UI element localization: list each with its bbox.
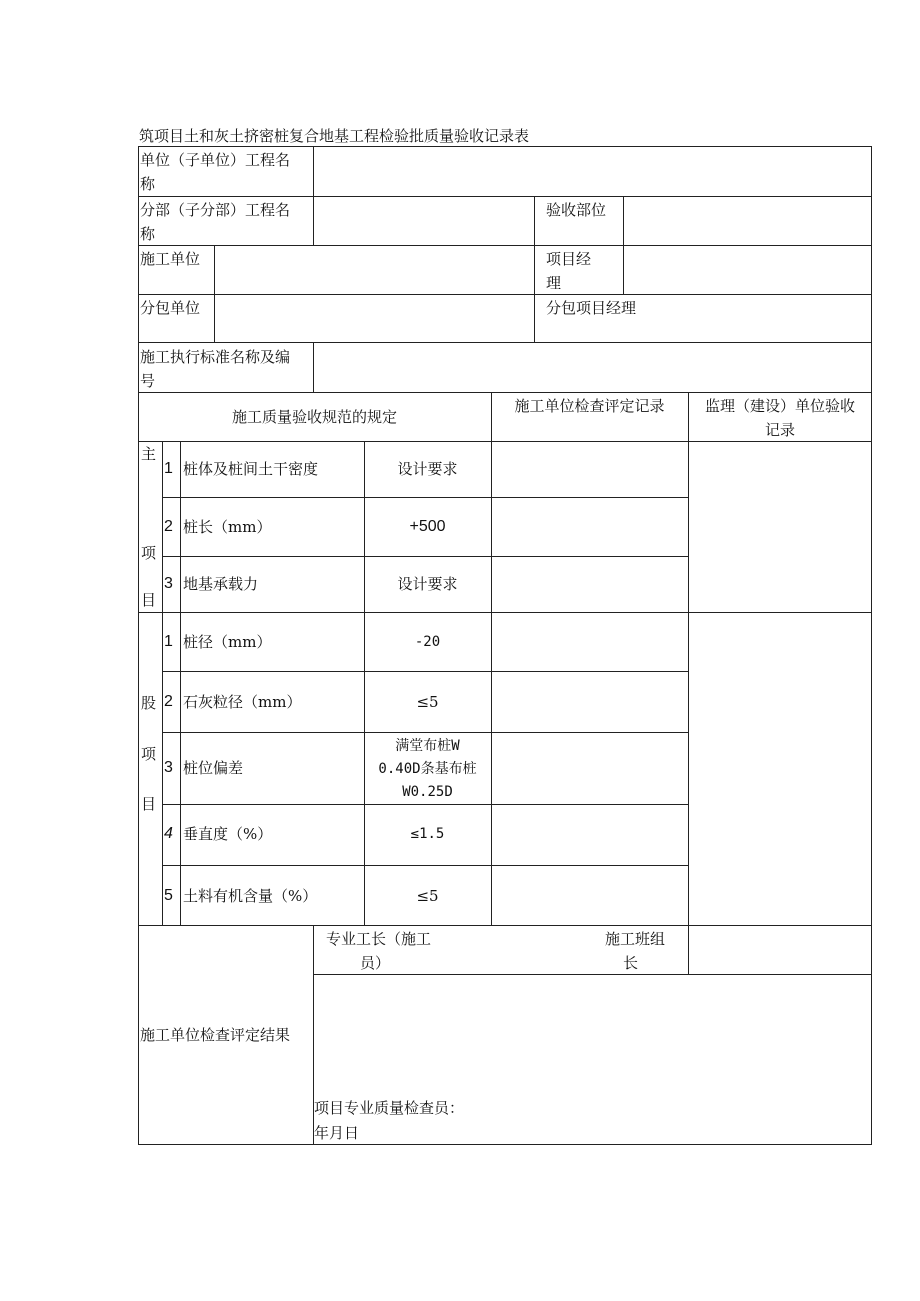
project-name-label-cont: 称 xyxy=(140,175,156,193)
project-name-label: 单位（子单位）工程名 xyxy=(140,151,291,169)
general-group-char-2: 项 xyxy=(141,745,157,763)
contractor-label: 施工单位 xyxy=(140,250,201,268)
general-row-3-req-line-3: W0.25D xyxy=(402,784,453,800)
team-leader-label: 施工班组 xyxy=(605,930,666,948)
general-row-4-item: 垂直度（%） xyxy=(183,825,273,843)
main-row-3-no: 3 xyxy=(164,575,173,592)
general-row-2-req: ≤5 xyxy=(416,693,439,711)
foreman-label: 专业工长（施工 xyxy=(326,930,432,948)
general-group-char-3: 目 xyxy=(141,795,157,813)
general-row-3-req-line-2: 0.40D条基布桩 xyxy=(378,761,477,777)
spec-column-header: 施工质量验收规范的规定 xyxy=(231,408,397,426)
inspector-label: 项目专业质量检查员： xyxy=(314,1099,465,1117)
main-row-2-item: 桩长（mm） xyxy=(183,518,272,536)
general-row-5-no: 5 xyxy=(164,887,173,904)
main-row-2-req: +500 xyxy=(409,518,446,535)
sub-pm-label: 分包项目经理 xyxy=(546,299,637,317)
general-row-3-no: 3 xyxy=(164,759,173,776)
date-label: 年月日 xyxy=(314,1124,360,1142)
general-row-1-req: -20 xyxy=(414,634,441,650)
acceptance-part-label: 验收部位 xyxy=(546,201,607,219)
sub-project-label-cont: 称 xyxy=(140,225,156,243)
general-row-3-req-line-1: 满堂布桩W xyxy=(395,738,460,754)
main-row-3-item: 地基承载力 xyxy=(183,575,259,593)
general-group-char-1: 股 xyxy=(141,694,157,712)
main-row-1-req: 设计要求 xyxy=(397,460,458,478)
supervisor-record-header: 监理（建设）单位验收 xyxy=(704,397,855,415)
general-row-2-item: 石灰粒径（mm） xyxy=(183,693,302,711)
main-group-char-3: 目 xyxy=(141,591,157,609)
standard-label: 施工执行标准名称及编 xyxy=(140,348,291,366)
foreman-label-cont: 员） xyxy=(360,954,391,972)
supervisor-record-header-cont: 记录 xyxy=(764,421,795,439)
general-row-4-req: ≤1.5 xyxy=(410,826,445,842)
general-row-2-no: 2 xyxy=(164,693,173,710)
main-group-char-1: 主 xyxy=(141,445,157,463)
inspection-record-table xyxy=(138,146,872,1144)
team-leader-label-cont: 长 xyxy=(623,954,639,972)
general-row-5-req: ≤5 xyxy=(416,887,439,905)
form-title: 筑项目土和灰土挤密桩复合地基工程检验批质量验收记录表 xyxy=(139,127,530,145)
general-row-1-item: 桩径（mm） xyxy=(183,633,272,651)
main-row-3-req: 设计要求 xyxy=(397,575,458,593)
project-manager-label: 项目经 xyxy=(546,250,592,268)
subcontractor-label: 分包单位 xyxy=(140,299,201,317)
sub-project-label: 分部（子分部）工程名 xyxy=(140,201,291,219)
standard-label-cont: 号 xyxy=(140,372,156,390)
result-label: 施工单位检查评定结果 xyxy=(140,1026,291,1044)
main-row-1-item: 桩体及桩间土干密度 xyxy=(183,460,319,478)
main-row-2-no: 2 xyxy=(164,518,173,535)
contractor-record-header: 施工单位检查评定记录 xyxy=(514,397,665,415)
main-row-1-no: 1 xyxy=(164,460,173,477)
general-row-4-no: 4 xyxy=(164,825,173,842)
general-row-1-no: 1 xyxy=(164,633,173,650)
general-row-3-item: 桩位偏差 xyxy=(183,759,244,777)
project-manager-label-cont: 理 xyxy=(546,274,562,292)
general-row-5-item: 土料有机含量（%） xyxy=(183,887,318,905)
main-group-char-2: 项 xyxy=(141,544,157,562)
project-name-field[interactable] xyxy=(315,148,871,195)
